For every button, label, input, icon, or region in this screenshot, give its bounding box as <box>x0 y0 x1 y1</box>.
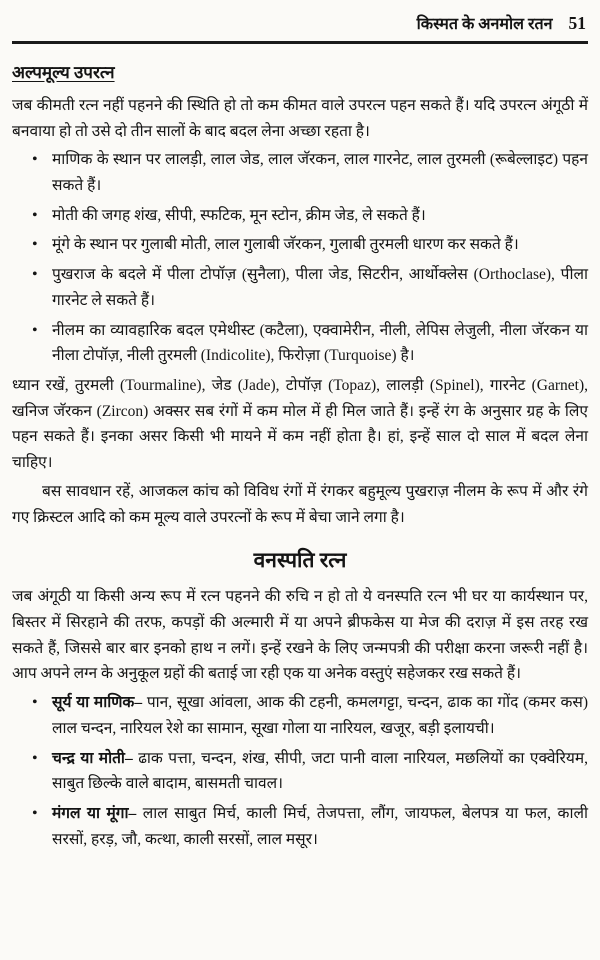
substitute-gem-list <box>12 147 588 369</box>
planet-lead: सूर्य या माणिक– <box>52 694 143 712</box>
section1-caution-paragraph: बस सावधान रहें, आजकल कांच को विविध रंगों में रंगकर बहुमूल्य पुखराज़ नीलम के रूप में और रंगे गए क्रिस्टल आदि को कम मूल्य वाले उपरत्नों के रूप में बेचा जाने लगा है। <box>12 482 588 526</box>
header-divider <box>12 41 588 44</box>
planet-lead: मंगल या मूंगा– <box>52 805 137 823</box>
page-number: 51 <box>568 13 586 33</box>
list-item <box>12 746 588 797</box>
book-title: किस्मत के अनमोल रतन <box>416 16 553 33</box>
planet-items: ढाक पत्ता, चन्दन, शंख, सीपी, जटा पानी वाला नारियल, मछलियों का एक्वेरियम, साबुत छिल्के वाले बादाम, बासमती चावल। <box>52 749 589 793</box>
running-header <box>12 12 588 36</box>
section1-intro: जब कीमती रत्न नहीं पहनने की स्थिति हो तो कम कीमत वाले उपरत्न पहन सकते हैं। यदि उपरत्न अंगूठी में बनवाया हो तो उसे दो तीन सालों के बाद बदल लेना अच्छा रहता है। <box>12 96 588 140</box>
planet-items: लाल साबुत मिर्च, काली मिर्च, तेजपत्ता, लौंग, जायफल, बेलपत्र या फल, काली सरसों, हरड़, जौ, कत्था, काली सरसों, लाल मसूर। <box>52 805 588 848</box>
planet-lead: चन्द्र या मोती– <box>52 749 133 767</box>
section2-heading: वनस्पति रत्न <box>253 548 347 573</box>
list-item: • मोती की जगह शंख, सीपी, स्फटिक, मून स्टोन, क्रीम जेड, ले सकते हैं। <box>12 203 588 229</box>
section1-heading: अल्पमूल्य उपरत्न <box>12 62 115 82</box>
list-item: • पुखराज के बदले में पीला टोपॉज़ (सुनैला), पीला जेड, सिटरीन, आर्थोक्लेस (Orthoclase), पीला गारनेट ले सकते हैं। <box>12 262 588 313</box>
list-item: • मूंगे के स्थान पर गुलाबी मोती, लाल गुलाबी जॅरकन, गुलाबी तुरमली धारण कर सकते हैं। <box>12 232 588 258</box>
plant-gem-list <box>12 690 588 852</box>
list-item: • नीलम का व्यावहारिक बदल एमेथीस्ट (कटैला), एक्वामेरीन, नीली, लेपिस लेजुली, नीला जॅरकन या नीला टोपॉज़, नीली तुरमली (Indicolite), फिरोज़ा (Turquoise) है। <box>12 318 588 369</box>
list-item <box>12 690 588 741</box>
list-item <box>12 801 588 852</box>
section1-note-paragraph: ध्यान रखें, तुरमली (Tourmaline), जेड (Jade), टोपॉज़ (Topaz), लालड़ी (Spinel), गारनेट (Garnet), खनिज जॅरकन (Zircon) अक्सर सब रंगों में कम मोल में ही मिल जाते हैं। इन्हें रंग के अनुसार ग्रह के लिए पहन सकते हैं। इनका असर किसी भी मायने में कम नहीं होता है। हां, इन्हें साल दो साल में बदल लेना चाहिए। <box>12 376 588 472</box>
section2-intro: जब अंगूठी या किसी अन्य रूप में रत्न पहनने की रुचि न हो तो ये वनस्पति रत्न भी घर या कार्यस्थान पर, बिस्तर में सिरहाने की तरफ, कपड़ों की अल्मारी में या अपने ब्रीफकेस या मेज की दराज़ में इस तरह रख सकते हैं, जिससे बार बार इनको हाथ न लगें। इन्हें रखने के लिए जन्मपत्री की परीक्षा करना जरूरी नहीं है। आप अपने लग्न के अनुकूल ग्रहों की बताई जा रही एक या अनेक वस्तुएं सहेजकर रख सकते हैं। <box>12 588 588 683</box>
planet-items: पान, सूखा आंवला, आक की टहनी, कमलगट्टा, चन्दन, ढाक का गोंद (कमर कस) लाल चन्दन, नारियल रेशे का सामान, सूखा गोला या नारियल, खजूर, बड़ी इलायची। <box>52 694 589 737</box>
list-item: • माणिक के स्थान पर लालड़ी, लाल जेड, लाल जॅरकन, लाल गारनेट, लाल तुरमली (रूबेल्लाइट) पहन सकते हैं। <box>12 147 588 198</box>
